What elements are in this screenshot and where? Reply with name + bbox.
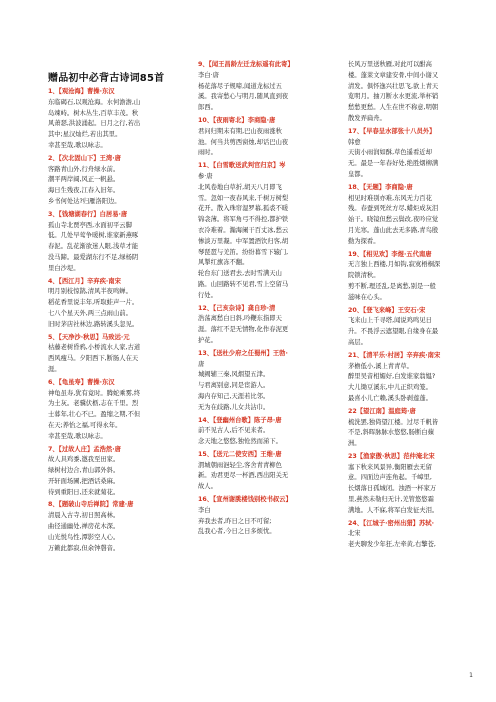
poem-line: 里,燕然未勒归无计,羌管悠悠霜 [348,496,434,504]
poem-line: 路。山回路转不见君,雪上空留马 [198,280,289,288]
poem-line: 万籁此都寂,但余钟磬音。 [48,544,120,552]
poem-heading: 7、【过故人庄】孟浩然·唐 [48,445,121,453]
poem-line: 君问归期未有期,巴山夜雨涨秋 [198,127,282,135]
poem-block [198,304,336,347]
poem-line: 稻花香里说丰年,听取蛙声一片。 [48,299,139,307]
poem-line: 升。不畏浮云遮望眼,自缘身在最 [348,328,439,336]
poem-line: 花开。散入珠帘湿罗幕,狐裘不暖 [198,205,289,213]
poem-line: 没马蹄。最爱湖东行不足,绿杨阴 [48,253,139,261]
poem-block [48,500,186,554]
poem-line: 飞来山上千寻塔,闻说鸡鸣见日 [348,317,432,325]
poem-line: 老夫聊发少年狂,左牵黄,右擎苍, [348,541,436,549]
poem-line: 行处。 [198,291,217,299]
poem-block [198,161,336,301]
poem-block [198,116,336,159]
poem-heading: 16、【宣州谢朓楼饯别校书叔云】 [198,496,292,504]
poem-line: 神龟虽寿,犹有竟时。腾蛇乘雾,终 [48,389,141,397]
poem-block [348,351,486,405]
poem-line: 涯。 [48,365,61,373]
poem-line: 览明月。抽刀断水水更流,举杯销 [348,93,439,101]
poem-heading: 22【望江南】温庭筠·唐 [348,407,416,415]
poem-heading: 13、【送杜少府之任蜀州】王勃· [198,349,288,357]
poem-block [48,87,186,152]
poem-line: 清发。俱怀逸兴壮思飞,欲上青天 [348,82,439,90]
page-number: 1 [469,672,473,679]
poem-line: 护花。 [198,336,217,344]
poem-line: 幸甚至哉,歌以咏志。 [48,141,107,149]
poem-line: 绿树村边合,青山郭外斜。 [48,467,120,475]
poem-heading: 14、【登幽州台歌】陈子昂·唐 [198,416,282,424]
poem-block [198,349,336,414]
poem-heading: 20、【登飞来峰】王安石·宋 [348,306,426,314]
poem-line: 锦衾薄。将军角弓不得控,都护铁 [198,216,289,224]
poem-block [48,154,186,208]
poem-line: 风掣红旗冻不翻。 [198,259,249,267]
poem-block [348,306,486,349]
poem-block [348,452,486,517]
poem-line: 其中;星汉灿烂,若出其里。 [48,131,122,139]
poem-block [198,416,336,448]
poem-line: 无。最是一年春好处,绝胜烟柳满 [348,160,439,168]
poem-heading: 3、【钱塘湖春行】白居易·唐 [48,210,128,218]
poem-line: 滋味在心头。 [348,293,386,301]
poem-heading: 2、【次北固山下】王湾·唐 [48,154,121,162]
poem-line: 枯藤老树昏鸦,小桥流水人家,古道 [48,344,141,352]
poem-block [348,519,486,551]
poem-heading: 1、【观沧海】曹操·东汉 [48,88,115,95]
poem-line: 涯。落红不是无情物,化作春泥更 [198,326,289,334]
poem-block [348,407,486,450]
poem-line: 月光寒。蓬山此去无多路,青鸟殷 [348,226,439,234]
poem-block [48,333,186,376]
poem-line: 不是,斜晖脉脉水悠悠,肠断白蘋 [348,429,434,437]
poem-block [348,183,486,248]
poem-heading: 11、【白雪歌送武判官归京】岑 [198,162,286,170]
poem-line: 西风瘦马。夕阳西下,断肠人在天 [48,355,139,363]
poem-block [198,495,336,538]
poem-line: 城阙辅三秦,风烟望五津。 [198,371,270,379]
poem-line: 为土灰。老骥伏枥,志在千里。烈 [48,400,139,408]
poem-line: 杨花落尽子规啼,闻道龙标过五 [198,82,282,90]
poem-line: 愁愁更愁。人生在世不称意,明朝 [348,104,439,112]
poem-heading: 21、【清平乐·村居】辛弃疾·南宋 [348,351,441,359]
poem-line: 故人具鸡黍,邀我至田家。 [48,456,120,464]
poem-line: 乡书何处达?归雁洛阳边。 [48,197,121,205]
poem-heading: 4、【西江月】辛弃疾·南宋 [48,277,121,285]
poem-line: 开轩面场圃,把酒话桑麻。 [48,477,120,485]
poem-line: 茅檐低小,溪上青青草。 [348,362,413,370]
poem-line: 弃我去者,昨日之日不可留; [198,517,272,525]
poem-line: 溪。我寄愁心与明月,随风直到夜 [198,93,289,101]
poem-heading: 6、【龟虽寿】曹操·东汉 [48,378,115,386]
poem-line: 前不见古人,后不见来者。 [198,427,270,435]
poem-line: 曲径通幽处,禅房花木深。 [48,523,120,531]
poem-line: 轮台东门送君去,去时雪满天山 [198,270,282,278]
poem-line: 李白 [198,506,211,514]
poem-line: 唐 [198,360,205,368]
poem-line: 清晨入古寺,初日照高林。 [48,512,120,520]
poem-line: 无为在歧路,儿女共沾巾。 [198,403,270,411]
poem-line: 衣冷难着。瀚海阑干百丈冰,愁云 [198,226,289,234]
poem-line: 春泥。乱花渐欲迷人眼,浅草才能 [48,243,139,251]
poem-heading: 24、【江城子·密州出猎】苏轼· [348,519,434,527]
poem-heading: 12、【己亥杂诗】龚自珍·清 [198,304,276,312]
poem-line: 海内存知己,天涯若比邻。 [198,392,270,400]
poem-line: 勤为探看。 [348,237,380,245]
column-3 [348,60,486,553]
poem-line: 天街小雨润如酥,草色遥看近却 [348,149,432,157]
poem-heading: 8、【题破山寺后禅院】常建·唐 [48,501,134,509]
poem-line: 塞下秋来风景异,衡阳雁去无留 [348,463,432,471]
column-2 [198,60,336,540]
poem-line: 满地。人不寐,将军白发征夫泪。 [348,506,439,514]
poem-line: 岛竦峙。树木丛生,百草丰茂。秋 [48,109,139,117]
poem-heading: 17、【早春呈水部张十八员外】 [348,127,436,135]
poem-block [348,127,486,181]
poem-heading: 23【渔家傲·秋思】范仲淹北宋 [348,452,435,460]
poem-line: 剪不断,理还乱,是离愁,别是一般 [348,282,436,290]
poem-line: 最喜小儿亡赖,溪头卧剥莲蓬。 [348,394,432,402]
poem-line: 池。何当共剪西窗烛,却话巴山夜 [198,138,289,146]
poem-line: 孤山寺北贾亭西,水面初平云脚 [48,221,132,229]
poem-block [348,60,486,125]
poem-line: 海日生残夜,江春入旧年。 [48,187,120,195]
poem-line: 山光悦鸟性,潭影空人心。 [48,533,120,541]
poem-line: 楼。蓬莱文章建安骨,中间小谢又 [348,71,439,79]
poem-line: 梳洗罢,独倚望江楼。过尽千帆皆 [348,418,439,426]
poem-line: 院锁清秋。 [348,272,380,280]
poem-line: 与君离别意,同是宦游人。 [198,382,270,390]
poem-line: 幸甚至哉,歌以咏志。 [48,432,107,440]
poem-line: 渭城朝雨浥轻尘,客舍青青柳色 [198,461,282,469]
poem-line: 郎西。 [198,104,217,112]
poem-line: 雪。忽如一夜春风来,千树万树梨 [198,194,289,202]
poem-line: 待到重阳日,还来就菊花。 [48,488,120,496]
poem-line: 新。劝君更尽一杯酒,西出阳关无 [198,472,289,480]
column-1 [48,87,186,556]
poem-line: 大儿锄豆溪东,中儿正织鸡笼。 [348,384,432,392]
poem-line: 意。四面边声连角起。千嶂里, [348,474,432,482]
document-title: 赠品初中必背古诗词85首 [48,73,165,84]
poem-line: 醉里吴音相媚好,白发谁家翁媪? [348,373,436,381]
poem-line: 士暮年,壮心不已。盈缩之期,不但 [48,411,141,419]
poem-line: 北风卷地白草折,胡天八月即飞 [198,183,282,191]
poem-line: 参·唐 [198,172,213,180]
poem-line: 念天地之悠悠,独怆然而涕下。 [198,438,282,446]
poem-line: 潮平两岸阔,风正一帆悬。 [48,176,120,184]
poem-line: 客路青山外,行舟绿水前。 [48,165,120,173]
poem-block [48,445,186,499]
poem-heading: 15、【送元二使安西】王维·唐 [198,450,282,458]
poem-heading: 9、【闻王昌龄左迁龙标遥有此寄】 [198,61,294,68]
poem-line: 韩愈 [348,138,361,146]
poem-line: 低。几处早莺争暖树,谁家新燕啄 [48,232,139,240]
poem-line: 在天;养怡之福,可得永年。 [48,421,122,429]
poem-line: 七八个星天外,两三点雨山前。 [48,309,132,317]
poem-line: 风萧瑟,洪波涌起。日月之行,若出 [48,120,141,128]
poem-line: 琴琵琶与羌笛。纷纷暮雪下辕门, [198,248,289,256]
poem-block [348,250,486,304]
poem-line: 无言独上西楼,月如钩,寂寞梧桐深 [348,261,441,269]
poem-heading: 18、【无题】李商隐·唐 [348,183,413,191]
poem-line: 残。春蚕到死丝方尽,蜡炬成灰泪 [348,205,439,213]
poem-line: 惨淡万里凝。中军置酒饮归客,胡 [198,237,289,245]
poem-heading: 19、【相见欢】李煜·五代南唐 [348,250,432,258]
poem-line: 里白沙堤。 [48,264,80,272]
poem-line: 散发弄扁舟。 [348,114,386,122]
poem-line: 李白·唐 [198,71,219,79]
poem-line: 长烟落日孤城闭。浊酒一杯家万 [348,485,437,493]
poem-line: 旧时茅店社林边,路转溪头忽见。 [48,320,139,328]
poem-line: 故人。 [198,483,217,491]
poem-block [198,60,336,114]
poem-line: 始干。晓镜但愁云鬓改,夜吟应觉 [348,216,439,224]
poem-block [48,378,186,443]
poem-line: 高层。 [348,338,367,346]
poem-line: 长风万里送秋雁,对此可以酣高 [348,61,432,68]
poem-line: 明月别枝惊鹊,清风半夜鸣蝉。 [48,288,132,296]
poem-heading: 10、【夜雨寄北】李商隐·唐 [198,116,276,124]
poem-line: 乱我心者,今日之日多烦忧。 [198,528,276,536]
poem-block [48,210,186,275]
poem-block [198,450,336,493]
poem-line: 洲。 [348,440,361,448]
poem-block [48,277,186,331]
poem-heading: 5、【天净沙·秋思】马致远·元 [48,333,130,341]
poem-line: 北宋 [348,530,361,538]
poem-line: 相见时难别亦难,东风无力百花 [348,194,432,202]
poem-line: 雨时。 [198,149,217,157]
poem-line: 皇都。 [348,170,367,178]
poem-line: 浩荡离愁白日斜,吟鞭东指即天 [198,315,282,323]
poem-line: 东临碣石,以观沧海。水何澹澹,山 [48,98,141,106]
